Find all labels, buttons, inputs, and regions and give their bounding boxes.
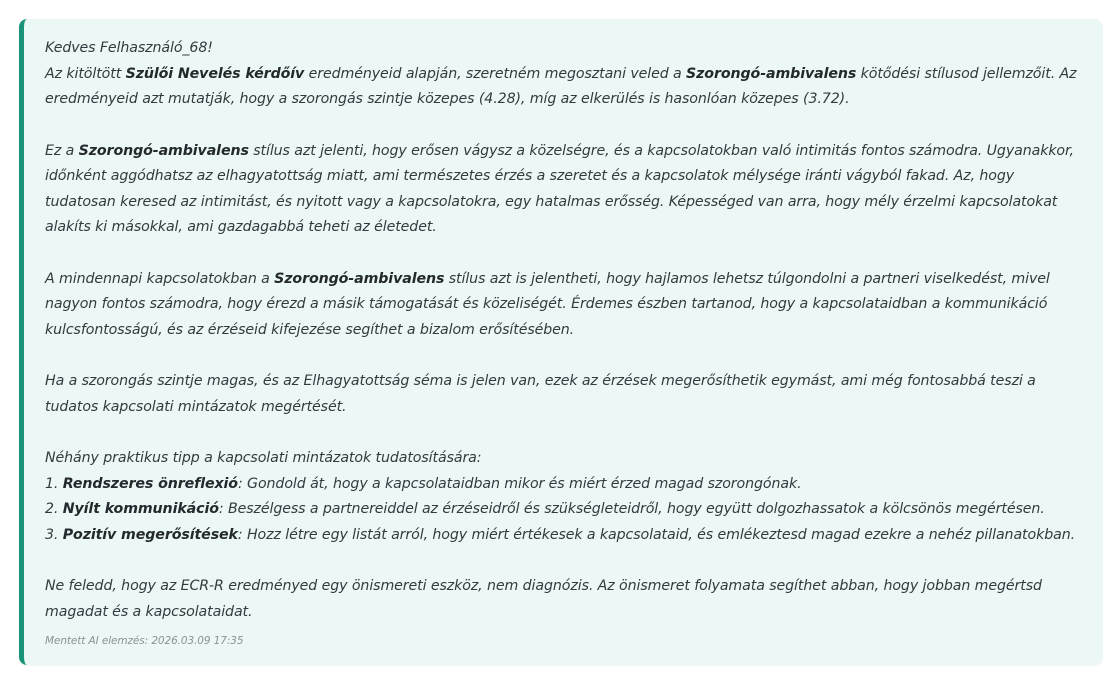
attachment-style-name: Szorongó-ambivalens xyxy=(274,270,445,287)
intro-paragraph: Az kitöltött Szülői Nevelés kérdőív eredményeid alapján, szeretném megosztani veled a Szorongó-ambivalens kötődési stílusod jellemzőit. Az eredményeid azt mutatják, hogy a szorongás szintje közepes (4.28), míg az elkerülés is hasonlóan közepes (3.72). xyxy=(45,65,1077,107)
paragraph-gap xyxy=(45,548,1083,574)
questionnaire-name: Szülői Nevelés kérdőív xyxy=(125,65,305,82)
paragraph-gap xyxy=(45,420,1083,446)
closing-paragraph: Ne feledd, hogy az ECR-R eredményed egy önismereti eszköz, nem diagnózis. Az önismeret folyamata segíthet abban, hogy jobban megértsd magadat és a kapcsolataidat. xyxy=(45,578,1042,620)
tip-title: Rendszeres önreflexió xyxy=(62,475,238,492)
analysis-message xyxy=(45,36,1083,625)
paragraph-gap xyxy=(45,343,1083,369)
tip-item: 1. Rendszeres önreflexió: Gondold át, hogy a kapcsolataidban mikor és miért érzed magad szorongónak. xyxy=(45,475,802,492)
everyday-relationships-paragraph: A mindennapi kapcsolatokban a Szorongó-ambivalens stílus azt is jelentheti, hogy hajlamos lehetsz túlgondolni a partneri viselkedést, mivel nagyon fontos számodra, hogy érezd a másik támogatását és közeliségét. Érdemes észben tartanod, hogy a kapcsolataidban a kommunikáció kulcsfontosságú, és az érzéseid kifejezése segíthet a bizalom erősítésében. xyxy=(45,270,1050,338)
tip-title: Nyílt kommunikáció xyxy=(62,501,219,517)
saved-timestamp: Mentett AI elemzés: 2026.03.09 17:35 xyxy=(45,635,244,647)
greeting: Kedves Felhasználó_68! xyxy=(45,40,213,56)
attachment-style-name: Szorongó-ambivalens xyxy=(78,142,249,159)
tip-item: 2. Nyílt kommunikáció: Beszélgess a partnereiddel az érzéseidről és szükségleteidről, hogy együtt dolgozhassatok a kölcsönös megértésen. xyxy=(45,501,1045,517)
schema-paragraph: Ha a szorongás szintje magas, és az Elhagyatottság séma is jelen van, ezek az érzések megerősíthetik egymást, ami még fontosabbá teszi a tudatos kapcsolati mintázatok megértését. xyxy=(45,373,1036,415)
tip-title: Pozitív megerősítések xyxy=(62,526,238,543)
style-description-paragraph: Ez a Szorongó-ambivalens stílus azt jelenti, hogy erősen vágysz a közelségre, és a kapcsolatokban való intimitás fontos számodra. Ugyanakkor, időnként aggódhatsz az elhagyatottság miatt, ami természetes érzés a szeretet és a kapcsolatok mélysége iránti vágyból fakad. Az, hogy tudatosan keresed az intimitást, és nyitott vagy a kapcsolatokra, egy hatalmas erősség. Képességed van arra, hogy mély érzelmi kapcsolatokat alakíts ki másokkal, ami gazdagabbá teheti az életedet. xyxy=(45,142,1074,235)
paragraph-gap xyxy=(45,241,1083,267)
attachment-style-name: Szorongó-ambivalens xyxy=(686,65,857,82)
tip-item: 3. Pozitív megerősítések: Hozz létre egy listát arról, hogy miért értékesek a kapcsolataid, és emlékeztesd magad ezekre a nehéz pillanatokban. xyxy=(45,526,1075,543)
tips-intro: Néhány praktikus tipp a kapcsolati mintázatok tudatosítására: xyxy=(45,450,482,466)
paragraph-gap xyxy=(45,113,1083,139)
saved-ai-analysis-card xyxy=(19,19,1103,665)
